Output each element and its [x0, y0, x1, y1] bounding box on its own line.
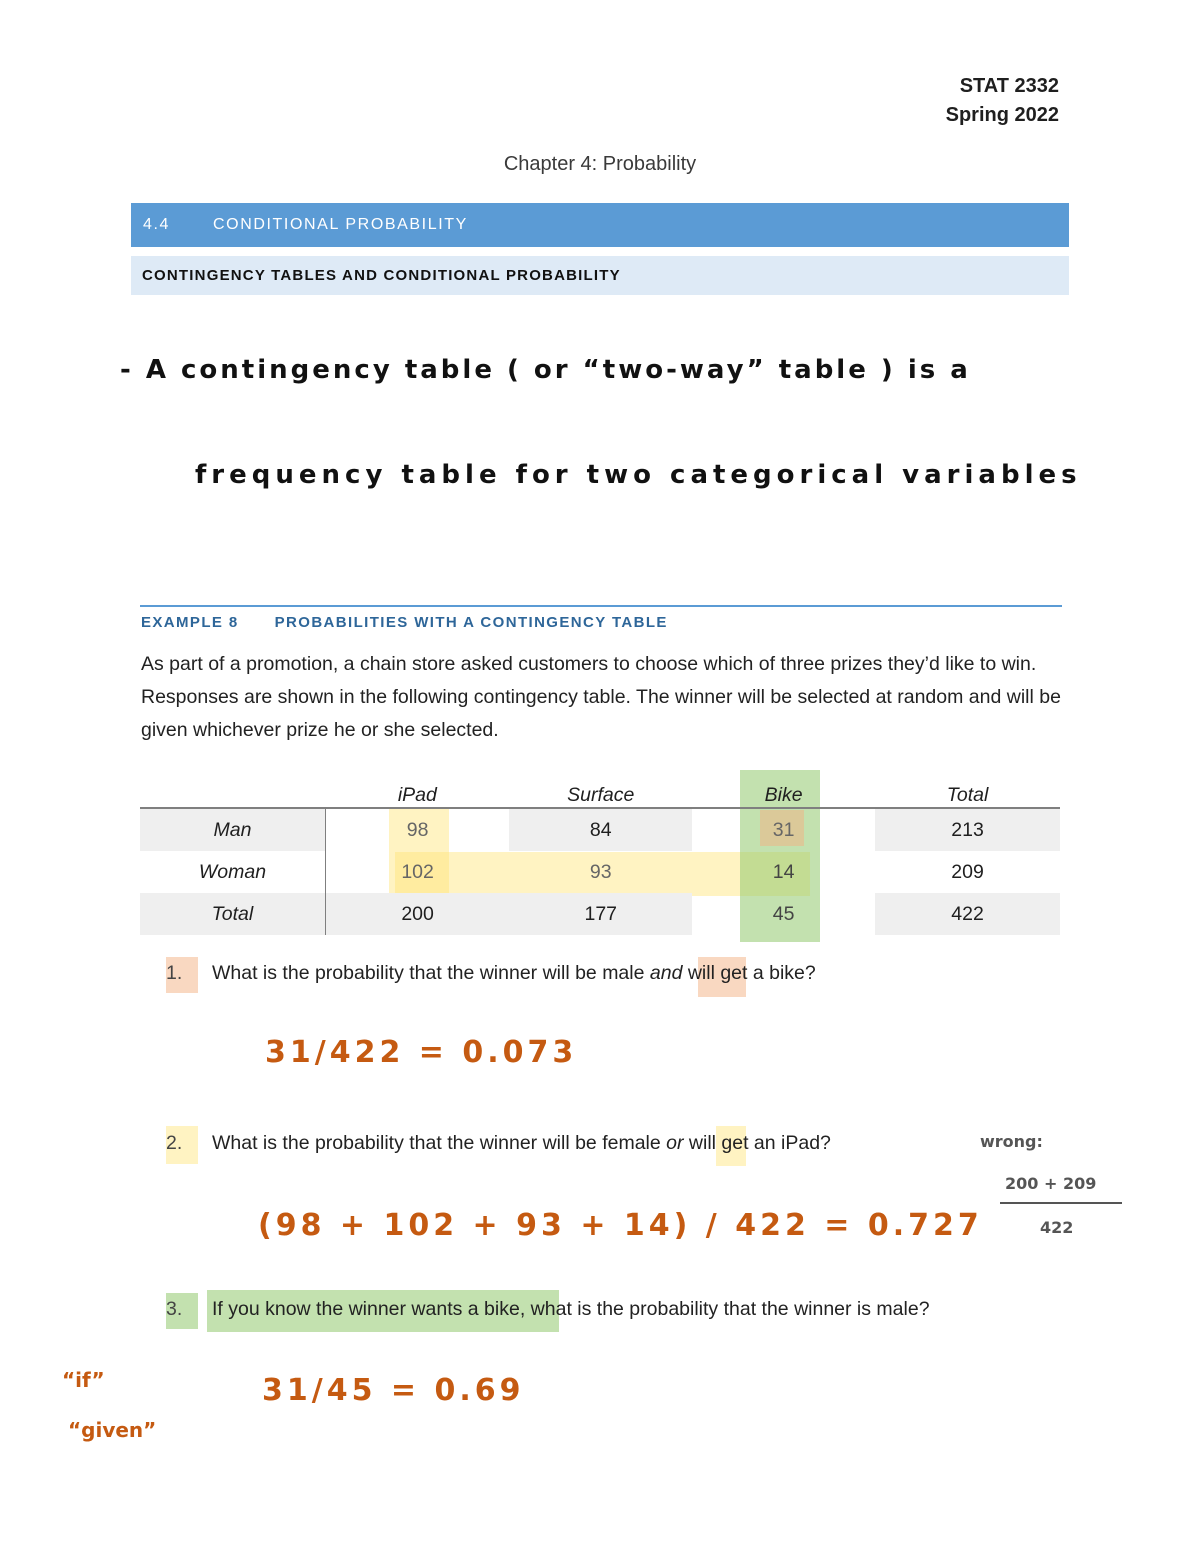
table-cell: 93 [589, 860, 612, 883]
handwritten-fraction-bar [1000, 1202, 1122, 1204]
table-cell: 31 [772, 818, 795, 841]
row-label: Total [140, 893, 325, 935]
column-header: iPad [325, 773, 509, 808]
example-heading [141, 614, 668, 631]
handwritten-answer-3: 31/45 = 0.69 [262, 1373, 525, 1408]
column-header: Total [875, 773, 1060, 808]
section-number: 4.4 [143, 216, 171, 233]
question-text: will get a bike? [682, 962, 816, 984]
table-cell: 209 [951, 860, 984, 883]
column-header [140, 773, 325, 808]
column-header: Bike [692, 773, 875, 808]
handwritten-answer-1: 31/422 = 0.073 [265, 1035, 578, 1070]
table-row [140, 808, 1060, 851]
column-header: Surface [509, 773, 692, 808]
course-code: STAT 2332 [959, 75, 1059, 97]
subsection-heading-bar: CONTINGENCY TABLES AND CONDITIONAL PROBABILITY [131, 256, 1069, 295]
contingency-table [140, 773, 1060, 935]
question-number: 3. [166, 1298, 183, 1320]
question-text: what is the probability that the winner is male? [525, 1298, 930, 1320]
table-cell: 213 [875, 808, 1060, 851]
chapter-title: Chapter 4: Probability [503, 153, 697, 175]
handwritten-given-note: “given” [68, 1418, 157, 1442]
table-cell: 98 [406, 818, 429, 841]
question-number: 1. [166, 962, 183, 984]
handwritten-wrong-numerator: 200 + 209 [1005, 1174, 1097, 1193]
table-cell: 45 [772, 902, 795, 925]
table-row [140, 851, 1060, 893]
handwritten-definition-line1: - A contingency table ( or “two-way” table ) is a [120, 355, 971, 385]
handwritten-definition-line2: frequency table for two categorical variables [195, 460, 1082, 490]
question-emphasis: or [666, 1132, 684, 1154]
course-header [946, 72, 1059, 130]
question-1 [166, 962, 816, 985]
table-cell: 177 [509, 893, 692, 935]
table-cell: 200 [325, 893, 509, 935]
example-title: PROBABILITIES WITH A CONTINGENCY TABLE [274, 614, 668, 631]
handwritten-answer-2: (98 + 102 + 93 + 14) / 422 = 0.727 [258, 1208, 983, 1243]
question-2 [166, 1132, 831, 1155]
question-text: What is the probability that the winner will be female [212, 1132, 667, 1154]
handwritten-wrong-denominator: 422 [1040, 1218, 1074, 1237]
table-row [140, 893, 1060, 935]
table-cell: 14 [772, 860, 795, 883]
table-cell: 422 [875, 893, 1060, 935]
table-cell: 102 [401, 860, 434, 883]
section-title: CONDITIONAL PROBABILITY [213, 216, 468, 233]
course-term: Spring 2022 [945, 104, 1059, 126]
handwritten-if-note: “if” [62, 1368, 105, 1392]
table-header-row [140, 773, 1060, 808]
example-body: As part of a promotion, a chain store asked customers to choose which of three prizes they’d like to win. Responses are shown in the following contingency table. The winner will be selected at random and will be given whichever prize he or she selected. [141, 653, 1061, 741]
question-number: 2. [166, 1132, 183, 1154]
question-text: If you know the winner wants a bike, [212, 1298, 526, 1320]
row-label: Man [140, 808, 325, 851]
handwritten-wrong-label: wrong: [980, 1132, 1043, 1151]
question-emphasis: and [649, 962, 683, 984]
example-divider [140, 605, 1062, 607]
section-heading-bar [131, 203, 1069, 247]
example-label: EXAMPLE 8 [141, 614, 239, 631]
table-cell: 84 [509, 808, 692, 851]
question-text: What is the probability that the winner will be male [212, 962, 650, 984]
question-3 [166, 1298, 930, 1321]
row-label: Woman [140, 851, 325, 893]
question-text: will get an iPad? [683, 1132, 831, 1154]
